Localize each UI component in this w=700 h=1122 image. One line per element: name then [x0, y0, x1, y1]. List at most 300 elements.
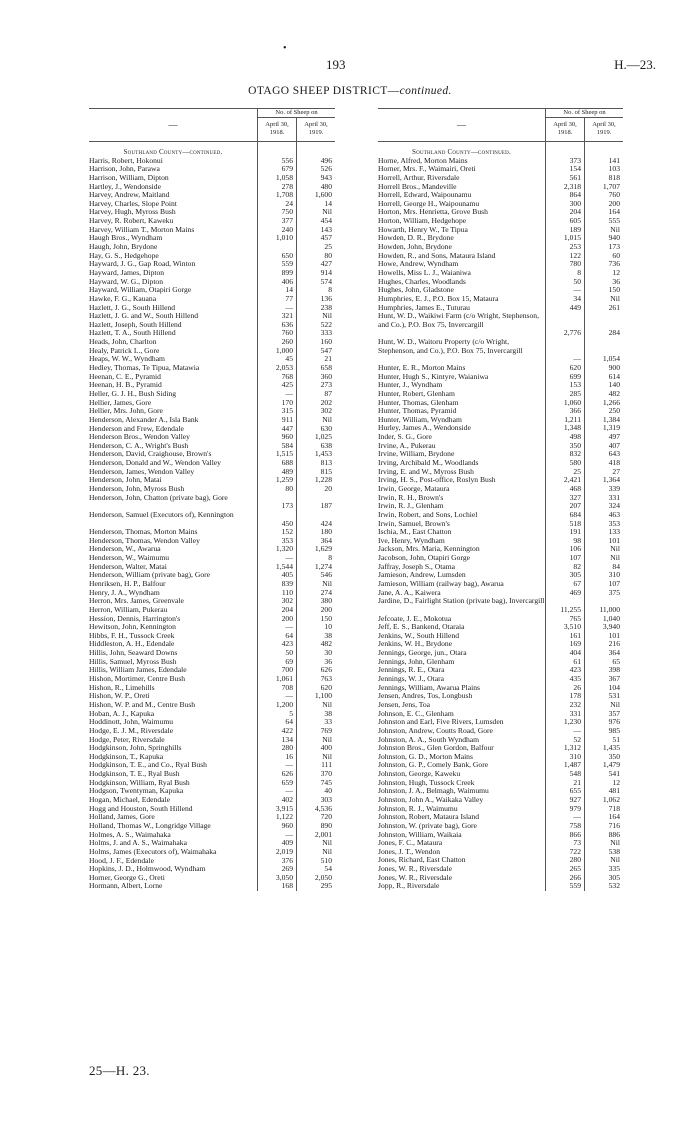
- sheep-1918: 207: [546, 502, 585, 511]
- owner-name: Irving, E. and W., Myross Bush: [378, 467, 474, 476]
- table-row: [89, 675, 335, 684]
- sheep-1918: 605: [546, 217, 585, 226]
- owner-name: Henderson, John, Chatton (private bag), Gore: [89, 493, 228, 502]
- sheep-1918: 240: [258, 226, 297, 235]
- sheep-1919: 2,050: [297, 874, 336, 883]
- owner-name: Irwin, Samuel, Brown's: [378, 519, 450, 528]
- sheep-1918: 50: [546, 278, 585, 287]
- owner-name: Hoddinott, John, Waimumu: [89, 718, 174, 727]
- table-row: [378, 675, 623, 684]
- owner-name: Horner, George G., Oreti: [89, 873, 165, 882]
- sheep-1919: 496: [297, 157, 336, 166]
- table-row: [378, 545, 623, 554]
- table-row: [378, 416, 623, 425]
- sheep-1918: 1,058: [258, 174, 297, 183]
- owner-name: Irwin, George, Mataura: [378, 484, 450, 493]
- table-row: [378, 615, 623, 624]
- sheep-1918: —: [258, 623, 297, 632]
- sheep-1918: 722: [546, 848, 585, 857]
- owner-name: Henderson and Frew, Edendale: [89, 424, 184, 433]
- sheep-1918: 232: [546, 701, 585, 710]
- table-row: [89, 286, 335, 295]
- owner-name: Hodgkinson, T. E., and Co., Ryal Bush: [89, 761, 207, 770]
- table-row: [378, 649, 623, 658]
- sheep-1918: —: [258, 831, 297, 840]
- sheep-1918: 1,200: [258, 701, 297, 710]
- owner-name: Henry, J. A., Wyndham: [89, 588, 160, 597]
- sheep-1918: 655: [546, 787, 585, 796]
- sheep-1919: 339: [585, 485, 624, 494]
- table-row: [378, 684, 623, 693]
- table-row: [378, 865, 623, 874]
- sheep-1918: 758: [546, 822, 585, 831]
- table-row: [378, 269, 623, 278]
- sheep-1919: 1,364: [585, 476, 624, 485]
- table-row: [89, 710, 335, 719]
- owner-name: Henderson, W., Waimumu: [89, 554, 170, 563]
- sheep-1918: 768: [258, 373, 297, 382]
- sheep-1919: 522: [297, 321, 336, 330]
- sheep-1918: 173: [258, 494, 297, 511]
- sheep-1918: 405: [258, 571, 297, 580]
- sheep-1918: 765: [546, 615, 585, 624]
- table-row: [89, 425, 335, 434]
- owner-name: Jones, W. R., Riversdale: [378, 873, 453, 882]
- sheep-1918: 315: [258, 407, 297, 416]
- sheep-1918: 11,255: [546, 597, 585, 614]
- sheep-1919: 914: [297, 269, 336, 278]
- sheep-1918: 98: [546, 537, 585, 546]
- sheep-1918: 169: [546, 640, 585, 649]
- owner-name: Hay, G. S., Hedgehope: [89, 251, 159, 260]
- sheep-1919: 331: [585, 494, 624, 503]
- sheep-1919: 526: [297, 165, 336, 174]
- sheep-1919: Nil: [297, 848, 336, 857]
- owner-name: Howden, R., and Sons, Mataura Island: [378, 251, 496, 260]
- sheep-1919: 370: [297, 770, 336, 779]
- sheep-1918: 960: [258, 433, 297, 442]
- sheep-1918: 285: [546, 390, 585, 399]
- sheep-1918: 21: [546, 779, 585, 788]
- sheep-1919: 720: [297, 813, 336, 822]
- table-row: [378, 848, 623, 857]
- table-row: [378, 485, 623, 494]
- table-row: [378, 744, 623, 753]
- table-row: [378, 208, 623, 217]
- table-row: [378, 468, 623, 477]
- sheep-1919: 1,274: [297, 563, 336, 572]
- sheep-1919: 51: [585, 736, 624, 745]
- owner-name: Irvine, A., Pukerau: [378, 441, 436, 450]
- owner-name: Horton, Mrs. Henrietta, Grove Bush: [378, 208, 488, 217]
- sheep-1918: 1,544: [258, 563, 297, 572]
- sheep-1918: —: [258, 554, 297, 563]
- sheep-1918: 960: [258, 822, 297, 831]
- table-row: [89, 640, 335, 649]
- owner-name: Horrell, Edward, Waipounamu: [378, 191, 472, 200]
- sheep-1919: Nil: [297, 753, 336, 762]
- page-title: [0, 85, 700, 97]
- owner-name: Jennings, John, Glenham: [378, 657, 455, 666]
- sheep-1919: 367: [585, 675, 624, 684]
- sheep-1918: —: [258, 787, 297, 796]
- sheep-1919: 1,319: [585, 424, 624, 433]
- owner-name: Howarth, Henry W., Te Tipua: [378, 225, 468, 234]
- table-row: [378, 727, 623, 736]
- table-row: [89, 234, 335, 243]
- owner-name: Johnson, E. C., Glenham: [378, 709, 454, 718]
- sheep-1918: 839: [258, 580, 297, 589]
- sheep-1919: Nil: [297, 312, 336, 321]
- sheep-1918: 559: [258, 260, 297, 269]
- table-row: [89, 545, 335, 554]
- sheep-1919: 12: [585, 269, 624, 278]
- table-row: [89, 787, 335, 796]
- table-row: [89, 718, 335, 727]
- sheep-1918: 2,019: [258, 848, 297, 857]
- owner-name: Howden, John, Brydone: [378, 243, 452, 252]
- sheep-1918: 189: [546, 226, 585, 235]
- sheep-1919: 150: [585, 286, 624, 295]
- table-row: [378, 502, 623, 511]
- sheep-1919: 164: [585, 813, 624, 822]
- sheep-1918: 353: [258, 537, 297, 546]
- sheep-1919: 454: [297, 217, 336, 226]
- sheep-1918: 265: [546, 865, 585, 874]
- sheep-1919: 1,228: [297, 476, 336, 485]
- sheep-1919: 101: [585, 537, 624, 546]
- sheep-1918: 435: [546, 675, 585, 684]
- owner-name: Johnston and Earl, Five Rivers, Lumsden: [378, 718, 504, 727]
- sheep-1918: 16: [258, 753, 297, 762]
- table-row: [378, 252, 623, 261]
- owner-name: Hughes, Charles, Woodlands: [378, 277, 466, 286]
- sheep-1918: 1,000: [258, 347, 297, 356]
- owner-name: Henderson, W., Awarua: [89, 545, 161, 554]
- sheep-1919: 532: [585, 882, 624, 891]
- table-row: [378, 856, 623, 865]
- sheep-1918: 200: [258, 615, 297, 624]
- sheep-1918: 449: [546, 304, 585, 313]
- owner-name: Horne, Alfred, Morton Mains: [378, 156, 468, 165]
- owner-name: Johnston, Andrew, Coutts Road, Gore: [378, 726, 493, 735]
- sheep-1918: 498: [546, 433, 585, 442]
- sheep-1918: 1,708: [258, 191, 297, 200]
- sheep-1918: 584: [258, 442, 297, 451]
- owner-name: Humphries, James E., Tuturau: [378, 303, 470, 312]
- owner-name: Hogg and Houston, South Hillend: [89, 804, 193, 813]
- sheep-1919: 482: [297, 640, 336, 649]
- sheep-1919: 497: [585, 433, 624, 442]
- table-row: [378, 174, 623, 183]
- sheep-1918: 2,776: [546, 312, 585, 338]
- sheep-1918: 548: [546, 770, 585, 779]
- table-row: [89, 571, 335, 580]
- sheep-1918: —: [258, 390, 297, 399]
- sheep-1919: 143: [297, 226, 336, 235]
- table-row: [89, 839, 335, 848]
- table-row: [378, 312, 623, 338]
- table-row: [89, 537, 335, 546]
- sheep-1919: 375: [585, 589, 624, 598]
- county-heading: Southland County—continued.: [412, 148, 511, 156]
- owner-name: Hillis, John, Seaward Downs: [89, 649, 178, 658]
- owner-name: Irwin, Robert, and Sons, Lochiel: [378, 510, 478, 519]
- table-row: [378, 373, 623, 382]
- table-row: [378, 640, 623, 649]
- sheep-1919: 943: [297, 174, 336, 183]
- owner-name: Johnston Bros., Glen Gordon, Balfour: [378, 744, 494, 753]
- right-header-dash: —: [378, 109, 546, 142]
- left-header-1918: April 30, 1918.: [258, 118, 297, 142]
- sheep-1919: 27: [585, 468, 624, 477]
- table-row: [378, 390, 623, 399]
- owner-name: Henderson, William (private bag), Gore: [89, 571, 211, 580]
- owner-name: Harvey, Andrew, Maitland: [89, 191, 170, 200]
- owner-name: Herron, Mrs. James, Greenvale: [89, 597, 184, 606]
- sheep-1919: 769: [297, 727, 336, 736]
- table-row: [378, 399, 623, 408]
- right-header-group: No. of Sheep on: [546, 109, 624, 118]
- owner-name: Hedley, Thomas, Te Tipua, Matawia: [89, 364, 200, 373]
- sheep-1918: 266: [546, 874, 585, 883]
- sheep-1918: 447: [258, 425, 297, 434]
- owner-name: Howells, Miss L. J., Waianiwa: [378, 268, 471, 277]
- owner-name: Heaps, W. W., Wyndham: [89, 355, 165, 364]
- sheep-1919: 60: [585, 252, 624, 261]
- sheep-1918: 300: [546, 200, 585, 209]
- sheep-1918: —: [258, 304, 297, 313]
- owner-name: Hibbs, F. H., Tussock Creek: [89, 631, 175, 640]
- sheep-1918: 425: [258, 381, 297, 390]
- sheep-1919: 350: [585, 753, 624, 762]
- sheep-1918: 327: [546, 494, 585, 503]
- table-row: [89, 494, 335, 511]
- sheep-1918: —: [546, 338, 585, 364]
- table-row: [89, 813, 335, 822]
- table-row: [378, 295, 623, 304]
- table-row: [89, 364, 335, 373]
- sheep-1918: 161: [546, 632, 585, 641]
- sheep-1919: 250: [585, 407, 624, 416]
- table-row: [89, 433, 335, 442]
- sheep-1918: 366: [546, 407, 585, 416]
- sheep-1918: 1,061: [258, 675, 297, 684]
- sheep-1919: 818: [585, 174, 624, 183]
- table-row: [89, 563, 335, 572]
- table-row: [378, 304, 623, 313]
- page-mark: •: [283, 43, 287, 54]
- owner-name: Jennings, R. E., Otara: [378, 666, 445, 675]
- table-row: [378, 796, 623, 805]
- owner-name: Johnston, J. A., Belmagh, Waimumu: [378, 787, 489, 796]
- sheep-1919: 136: [297, 295, 336, 304]
- sheep-1919: 200: [585, 200, 624, 209]
- left-rows: [89, 157, 335, 891]
- owner-name: Hession, Dennis, Harrington's: [89, 614, 181, 623]
- sheep-1918: 450: [258, 511, 297, 528]
- sheep-1919: 614: [585, 373, 624, 382]
- owner-name: Hazlett, Joseph, South Hillend: [89, 320, 182, 329]
- table-row: [89, 606, 335, 615]
- owner-name: Jamieson, William (railway bag), Awarua: [378, 580, 504, 588]
- owner-name: Harvey, R. Robert, Kaweku: [89, 217, 174, 226]
- table-row: [89, 295, 335, 304]
- owner-name: Jennings, W. J., Otara: [378, 675, 445, 684]
- right-column: [378, 108, 623, 891]
- owner-name: Jennings, George, jun., Otara: [378, 649, 467, 658]
- table-row: [378, 822, 623, 831]
- sheep-1919: 324: [585, 502, 624, 511]
- sheep-1919: 30: [297, 649, 336, 658]
- table-row: [378, 882, 623, 891]
- owner-name: Harrison, William, Dipton: [89, 173, 169, 182]
- owner-name: Jenkins, W. H., Brydone: [378, 640, 453, 649]
- table-row: [89, 744, 335, 753]
- table-row: [378, 442, 623, 451]
- table-row: [378, 286, 623, 295]
- table-row: [378, 191, 623, 200]
- owner-name: Hunter, E. R., Morton Mains: [378, 363, 466, 372]
- owner-name: Haugh, John, Brydone: [89, 243, 158, 252]
- sheep-1918: 1,015: [546, 234, 585, 243]
- table-row: [378, 183, 623, 192]
- table-row: [89, 312, 335, 321]
- sheep-1919: Nil: [585, 701, 624, 710]
- sheep-1919: Nil: [585, 295, 624, 304]
- sheep-1919: 238: [297, 304, 336, 313]
- table-row: [89, 615, 335, 624]
- table-row: [378, 217, 623, 226]
- sheep-1918: 373: [546, 157, 585, 166]
- sheep-1919: 626: [297, 666, 336, 675]
- sheep-1918: 376: [258, 857, 297, 866]
- owner-name: Jenkins, W., South Hillend: [378, 631, 460, 640]
- right-rows: [378, 157, 623, 891]
- sheep-1919: 1,040: [585, 615, 624, 624]
- owner-name: Irwin, R. H., Brown's: [378, 493, 444, 502]
- owner-name: Johnston, George, Kaweku: [378, 770, 461, 779]
- owner-name: Jeff, E. S., Bankend, Otaraia: [378, 623, 465, 632]
- sheep-1918: 80: [258, 485, 297, 494]
- owner-name: Hunter, Robert, Glenham: [378, 389, 455, 398]
- owner-name: Johnston, A. A., South Wyndham: [378, 735, 480, 744]
- table-row: [89, 882, 335, 891]
- table-row: [89, 165, 335, 174]
- page-number: 193: [326, 57, 346, 72]
- sheep-1918: 280: [258, 744, 297, 753]
- sheep-1919: 398: [585, 666, 624, 675]
- sheep-1919: 101: [585, 632, 624, 641]
- table-row: [378, 338, 623, 364]
- sheep-1918: 170: [258, 399, 297, 408]
- owner-name: Hazlett, J. G. and W., South Hillend: [89, 312, 199, 321]
- owner-name: Howe, Andrew, Wyndham: [378, 260, 459, 269]
- table-row: [89, 468, 335, 477]
- sheep-1918: 1,010: [258, 234, 297, 243]
- table-row: [89, 770, 335, 779]
- table-row: [89, 701, 335, 710]
- sheep-1919: 303: [297, 796, 336, 805]
- sheep-1919: 482: [585, 390, 624, 399]
- sheep-1919: 763: [297, 675, 336, 684]
- table-row: [378, 381, 623, 390]
- sheep-1919: 890: [297, 822, 336, 831]
- sheep-1918: 331: [546, 710, 585, 719]
- sheep-1919: 745: [297, 779, 336, 788]
- owner-name: Hellier, James, Gore: [89, 398, 152, 407]
- sheep-1918: 1,211: [546, 416, 585, 425]
- sheep-1918: —: [258, 761, 297, 770]
- sheep-1918: 1,320: [258, 545, 297, 554]
- sheep-1919: 21: [297, 355, 336, 364]
- table-row: [89, 355, 335, 364]
- table-row: [378, 476, 623, 485]
- table-row: [89, 252, 335, 261]
- sheep-1918: 3,510: [546, 623, 585, 632]
- owner-name: Hunter, Thomas, Glenham: [378, 398, 459, 407]
- owner-name: Hodgkinson, John, Springhills: [89, 744, 182, 753]
- sheep-1918: 1,312: [546, 744, 585, 753]
- sheep-1919: Nil: [297, 839, 336, 848]
- table-row: [89, 736, 335, 745]
- sheep-1918: 489: [258, 468, 297, 477]
- sheep-1918: 152: [258, 528, 297, 537]
- owner-name: Hishon, W. P. and M., Centre Bush: [89, 700, 196, 709]
- owner-name: Hormann, Albert, Lorne: [89, 882, 163, 891]
- owner-name: Jaffray, Joseph S., Otama: [378, 562, 455, 571]
- sheep-1918: 106: [546, 545, 585, 554]
- sheep-1919: 481: [585, 787, 624, 796]
- sheep-1918: 61: [546, 658, 585, 667]
- sheep-1918: 34: [546, 295, 585, 304]
- table-row: [378, 658, 623, 667]
- sheep-1918: 26: [546, 684, 585, 693]
- table-row: [89, 779, 335, 788]
- sheep-1919: Nil: [297, 701, 336, 710]
- sheep-1918: 518: [546, 520, 585, 529]
- sheep-1919: 54: [297, 865, 336, 874]
- owner-name: Harrison, John, Parawa: [89, 165, 160, 174]
- table-row: [89, 278, 335, 287]
- table-row: [89, 399, 335, 408]
- table-row: [89, 796, 335, 805]
- sheep-1919: 11,000: [585, 597, 624, 614]
- sheep-1919: 273: [297, 381, 336, 390]
- sheep-1918: 636: [258, 321, 297, 330]
- sheep-1919: 985: [585, 727, 624, 736]
- sheep-1919: 38: [297, 710, 336, 719]
- owner-name: Hunter, J., Wyndham: [378, 381, 443, 390]
- sheep-1918: 5: [258, 710, 297, 719]
- sheep-1919: 274: [297, 589, 336, 598]
- sheep-1919: Nil: [585, 226, 624, 235]
- table-row: [89, 831, 335, 840]
- sheep-1919: 20: [297, 485, 336, 494]
- table-row: [89, 528, 335, 537]
- table-row: [89, 390, 335, 399]
- table-row: [378, 589, 623, 598]
- owner-name: Heenan, C. E., Pyramid: [89, 372, 161, 381]
- owner-name: Hayward, J. G., Gap Road, Winton: [89, 260, 196, 269]
- sheep-1918: 350: [546, 442, 585, 451]
- sheep-1919: 160: [297, 338, 336, 347]
- owner-name: Jones, J. T., Wendon: [378, 847, 441, 856]
- table-row: [89, 666, 335, 675]
- table-row: [89, 727, 335, 736]
- sheep-1918: 832: [546, 450, 585, 459]
- table-row: [89, 865, 335, 874]
